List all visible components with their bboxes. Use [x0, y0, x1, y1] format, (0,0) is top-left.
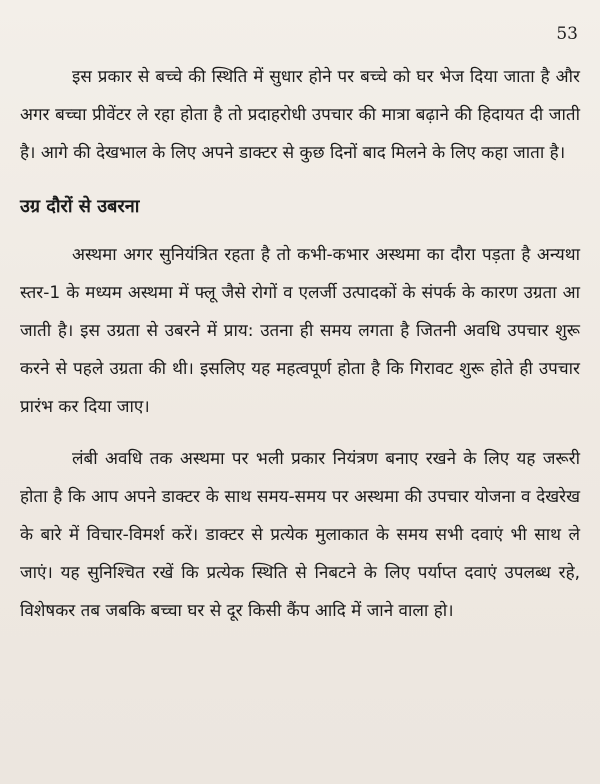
- paragraph-2: अस्थमा अगर सुनियंत्रित रहता है तो कभी-कभार अस्थमा का दौरा पड़ता है अन्यथा स्तर-1 के मध्यम अस्थमा में फ्लू जैसे रोगों व एलर्जी उत्पादकों के संपर्क के कारण उग्रता आ जाती है। इस उग्रता से उबरने में प्राय: उतना ही समय लगता है जितनी अवधि उपचार शुरू करने से पहले उग्रता की थी। इसलिए यह महत्वपूर्ण होता है कि गिरावट शुरू होते ही उपचार प्रारंभ कर दिया जाए।: [20, 245, 580, 417]
- paragraph-3: लंबी अवधि तक अस्थमा पर भली प्रकार नियंत्रण बनाए रखने के लिए यह जरूरी होता है कि आप अपने डाक्टर के साथ समय-समय पर अस्थमा की उपचार योजना व देखरेख के बारे में विचार-विमर्श करें। डाक्टर से प्रत्येक मुलाकात के समय सभी दवाएं भी साथ ले जाएं। यह सुनिश्चित रखें कि प्रत्येक स्थिति से निबटने के लिए पर्याप्त दवाएं उपलब्ध रहे, विशेषकर तब जबकि बच्चा घर से दूर किसी कैंप आदि में जाने वाला हो।: [20, 449, 580, 621]
- section-heading: उग्र दौरों से उबरना: [20, 196, 140, 217]
- paragraph-1: इस प्रकार से बच्चे की स्थिति में सुधार होने पर बच्चे को घर भेज दिया जाता है और अगर बच्चा प्रीवेंटर ले रहा होता है तो प्रदाहरोधी उपचार की मात्रा बढ़ाने की हिदायत दी जाती है। आगे की देखभाल के लिए अपने डाक्टर से कुछ दिनों बाद मिलने के लिए कहा जाता है।: [20, 67, 580, 163]
- page-number: 53: [556, 24, 578, 44]
- page-content: [20, 58, 580, 630]
